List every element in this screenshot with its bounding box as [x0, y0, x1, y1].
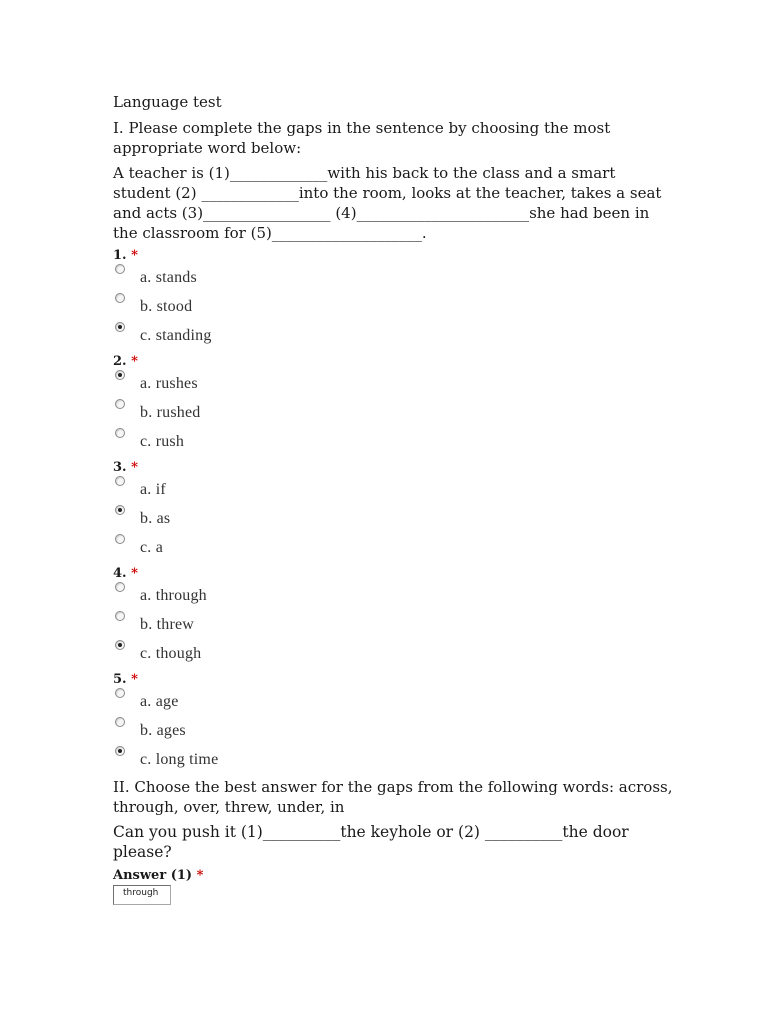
question-number-text: 2. [113, 354, 127, 369]
answer-option[interactable] [113, 399, 673, 428]
question-list [113, 248, 673, 775]
question-number [113, 354, 673, 370]
answer-option[interactable] [113, 264, 673, 293]
option-label: b. as [140, 510, 171, 527]
question-4 [113, 566, 673, 669]
question-number [113, 672, 673, 688]
option-label: b. threw [140, 616, 195, 633]
required-mark: * [196, 868, 204, 883]
option-label: a. if [140, 481, 166, 498]
answer-1-input[interactable]: through [113, 885, 171, 905]
radio-button[interactable] [115, 399, 125, 409]
answer-option[interactable] [113, 505, 673, 534]
answer-option[interactable] [113, 534, 673, 563]
option-label: b. ages [140, 722, 186, 739]
answer-option[interactable] [113, 611, 673, 640]
required-mark: * [131, 672, 138, 687]
radio-button-selected[interactable] [115, 322, 125, 332]
question-number [113, 248, 673, 264]
answer-option[interactable] [113, 746, 673, 775]
option-label: c. long time [140, 751, 219, 768]
question-number-text: 3. [113, 460, 127, 475]
radio-button[interactable] [115, 611, 125, 621]
section1-heading: I. Please complete the gaps in the sentence by choosing the most appropriate word below: [113, 119, 611, 157]
answer-option[interactable] [113, 717, 673, 746]
radio-button-selected[interactable] [115, 746, 125, 756]
section1-passage: A teacher is (1)_____________with his back to the class and a smart student (2) _____________into the room, looks at the teacher, takes a seat and acts (3)_________________ (4)_______________________she had been in the classroom for (5)____________________. [113, 164, 662, 242]
answer-option[interactable] [113, 322, 673, 351]
question-number [113, 460, 673, 476]
option-label: a. rushes [140, 375, 198, 392]
option-label: a. through [140, 587, 207, 604]
option-label: c. a [140, 539, 164, 556]
section2-sentence: Can you push it (1)__________the keyhole or (2) __________the door please? [113, 823, 629, 861]
question-2 [113, 354, 673, 457]
option-label: a. age [140, 693, 179, 710]
answer-option[interactable] [113, 688, 673, 717]
radio-button[interactable] [115, 476, 125, 486]
question-3 [113, 460, 673, 563]
question-1 [113, 248, 673, 351]
option-label: b. rushed [140, 404, 201, 421]
page-title: Language test [113, 93, 222, 111]
required-mark: * [131, 248, 138, 263]
question-number-text: 5. [113, 672, 127, 687]
option-label: b. stood [140, 298, 193, 315]
question-number [113, 566, 673, 582]
radio-button[interactable] [115, 293, 125, 303]
radio-button-selected[interactable] [115, 640, 125, 650]
answer-1-label [113, 868, 673, 883]
required-mark: * [131, 354, 138, 369]
option-label: c. standing [140, 327, 212, 344]
answer-option[interactable] [113, 582, 673, 611]
answer-option[interactable] [113, 293, 673, 322]
question-5 [113, 672, 673, 775]
radio-button[interactable] [115, 264, 125, 274]
radio-button[interactable] [115, 534, 125, 544]
radio-button-selected[interactable] [115, 505, 125, 515]
option-label: a. stands [140, 269, 197, 286]
answer-option[interactable] [113, 640, 673, 669]
required-mark: * [131, 566, 138, 581]
answer-option[interactable] [113, 428, 673, 457]
option-label: c. rush [140, 433, 185, 450]
question-number-text: 1. [113, 248, 127, 263]
question-number-text: 4. [113, 566, 127, 581]
required-mark: * [131, 460, 138, 475]
answer-1-label-text: Answer (1) [113, 868, 193, 883]
answer-option[interactable] [113, 370, 673, 399]
section2-heading: II. Choose the best answer for the gaps from the following words: across, through, over, threw, under, in [113, 778, 673, 816]
test-page [113, 92, 673, 905]
radio-button[interactable] [115, 582, 125, 592]
answer-option[interactable] [113, 476, 673, 505]
radio-button[interactable] [115, 428, 125, 438]
option-label: c. though [140, 645, 202, 662]
radio-button-selected[interactable] [115, 370, 125, 380]
radio-button[interactable] [115, 717, 125, 727]
radio-button[interactable] [115, 688, 125, 698]
